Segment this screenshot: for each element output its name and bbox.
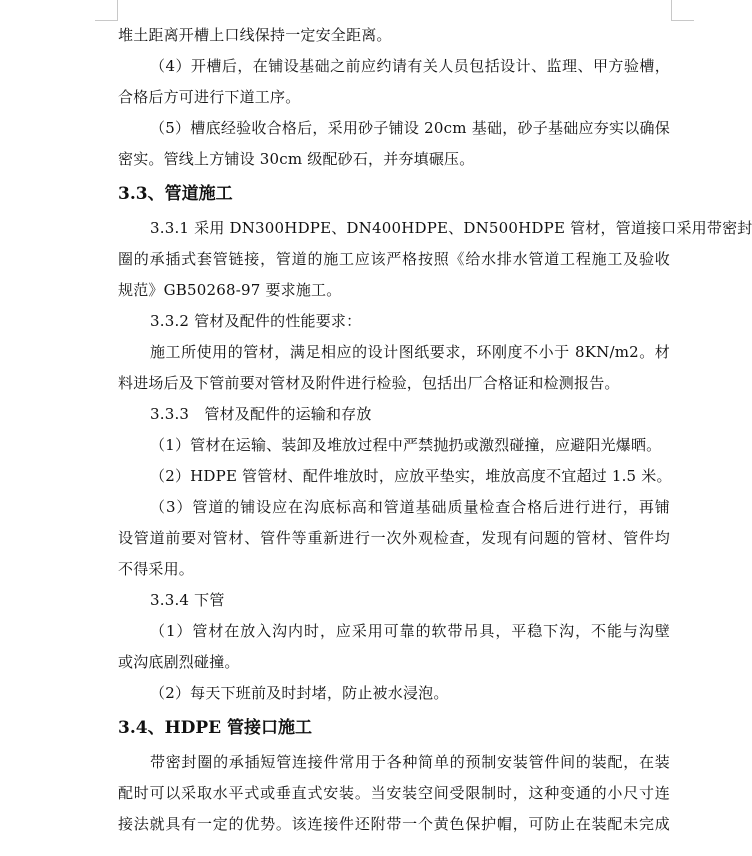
paragraph-line: 3.3.2 管材及配件的性能要求： bbox=[150, 312, 362, 330]
paragraph-line: 规范》GB50268-97 要求施工。 bbox=[118, 281, 342, 299]
paragraph-line: 或沟底剧烈碰撞。 bbox=[118, 653, 240, 671]
section-heading: 3.4、HDPE 管接口施工 bbox=[118, 718, 313, 738]
paragraph-line: 堆土距离开槽上口线保持一定安全距离。 bbox=[118, 26, 392, 44]
paragraph-line: （3）管道的铺设应在沟底标高和管道基础质量检查合格后进行进行，再铺 bbox=[150, 498, 670, 516]
paragraph-line: 设管道前要对管材、管件等重新进行一次外观检查，发现有问题的管材、管件均 bbox=[118, 529, 670, 547]
paragraph-line: 3.3.1 采用 DN300HDPE、DN400HDPE、DN500HDPE 管材，管道接口采用带密封 bbox=[150, 219, 752, 237]
section-heading: 3.3、管道施工 bbox=[118, 184, 233, 204]
paragraph-line: 3.3.4 下管 bbox=[150, 591, 225, 609]
paragraph-line: （2）每天下班前及时封堵，防止被水浸泡。 bbox=[150, 684, 449, 702]
page-corner-mark-right bbox=[671, 0, 694, 21]
paragraph-line: 配时可以采取水平式或垂直式安装。当安装空间受限制时，这种变通的小尺寸连 bbox=[118, 784, 670, 802]
paragraph-line: 3.3.3 管材及配件的运输和存放 bbox=[150, 405, 372, 423]
document-page-body bbox=[118, 20, 752, 840]
paragraph-line: 圈的承插式套管链接，管道的施工应该严格按照《给水排水管道工程施工及验收 bbox=[118, 250, 670, 268]
paragraph-line: 合格后方可进行下道工序。 bbox=[118, 88, 301, 106]
paragraph-line: （4）开槽后，在铺设基础之前应约请有关人员包括设计、监理、甲方验槽， bbox=[150, 57, 670, 75]
paragraph-line: （2）HDPE 管管材、配件堆放时，应放平垫实，堆放高度不宜超过 1.5 米。 bbox=[150, 467, 672, 485]
page-corner-mark-left bbox=[95, 0, 118, 21]
paragraph-line: 不得采用。 bbox=[118, 560, 195, 578]
paragraph-line: （5）槽底经验收合格后，采用砂子铺设 20cm 基础，砂子基础应夯实以确保 bbox=[150, 119, 670, 137]
paragraph-line: 施工所使用的管材，满足相应的设计图纸要求，环刚度不小于 8KN/m2。材 bbox=[150, 343, 670, 361]
paragraph-line: 带密封圈的承插短管连接件常用于各种简单的预制安装管件间的装配，在装 bbox=[150, 753, 670, 771]
paragraph-line: 接法就具有一定的优势。该连接件还附带一个黄色保护帽，可防止在装配未完成 bbox=[118, 815, 670, 833]
paragraph-line: （1）管材在运输、装卸及堆放过程中严禁抛扔或激烈碰撞，应避阳光爆晒。 bbox=[150, 436, 662, 454]
paragraph-line: 料进场后及下管前要对管材及附件进行检验，包括出厂合格证和检测报告。 bbox=[118, 374, 620, 392]
paragraph-line: （1）管材在放入沟内时，应采用可靠的软带吊具，平稳下沟，不能与沟壁 bbox=[150, 622, 670, 640]
paragraph-line: 密实。管线上方铺设 30cm 级配砂石，并夯填碾压。 bbox=[118, 150, 475, 168]
